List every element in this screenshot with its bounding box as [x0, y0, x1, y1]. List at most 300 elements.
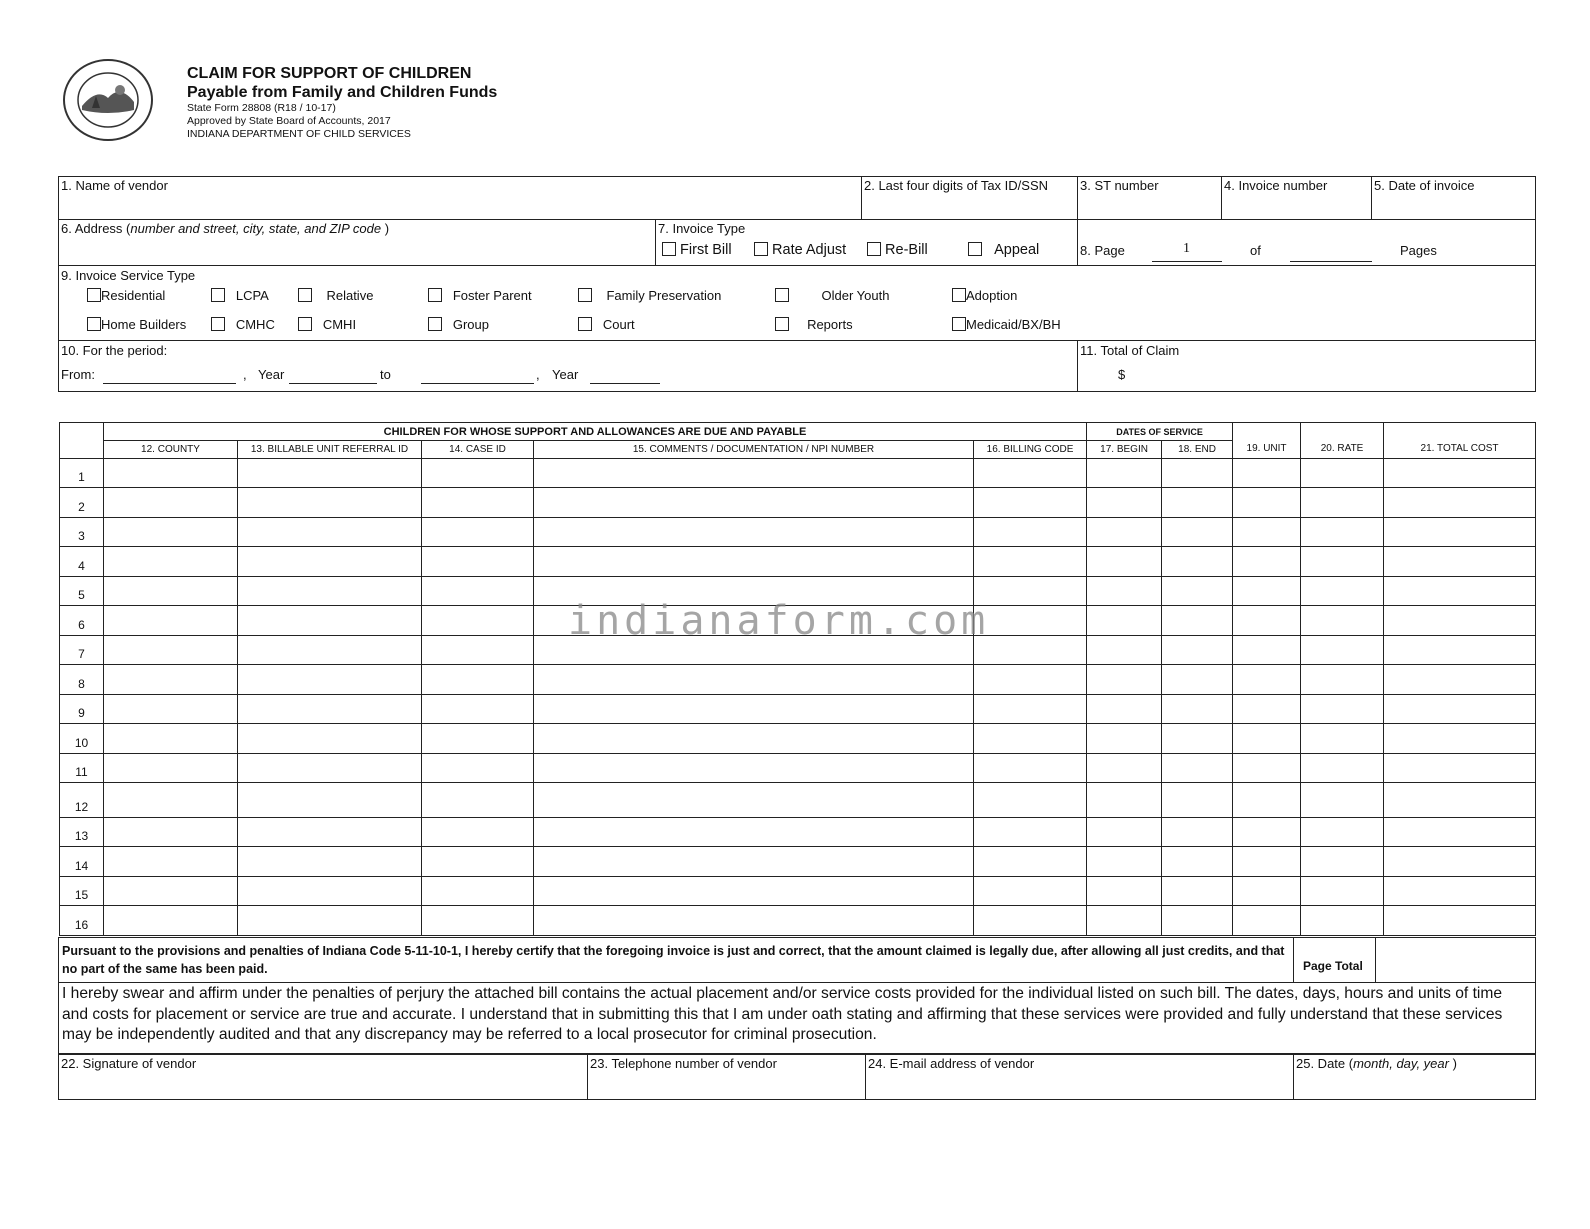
case-id-cell[interactable] [422, 606, 534, 636]
begin-date-cell[interactable] [1087, 906, 1162, 936]
billing-code-cell[interactable] [974, 724, 1087, 754]
referral-id-cell[interactable] [238, 488, 422, 518]
table-row [60, 695, 1536, 724]
case-id-cell[interactable] [422, 488, 534, 518]
unit-cell[interactable] [1233, 754, 1301, 783]
begin-date-cell[interactable] [1087, 636, 1162, 665]
case-id-cell[interactable] [422, 754, 534, 783]
end-date-cell[interactable] [1162, 754, 1233, 783]
service-type-label: 9. Invoice Service Type [61, 268, 196, 283]
row-number: 13 [60, 818, 104, 847]
total-claim-input[interactable]: $ [1118, 367, 1126, 382]
end-date-cell[interactable] [1162, 906, 1233, 936]
column-header-unit: 19. UNIT [1233, 423, 1301, 459]
comments-cell[interactable] [534, 459, 974, 488]
unit-cell[interactable] [1233, 695, 1301, 724]
form-department: INDIANA DEPARTMENT OF CHILD SERVICES [187, 128, 411, 140]
table-row [60, 665, 1536, 695]
referral-id-cell[interactable] [238, 459, 422, 488]
case-id-cell[interactable] [422, 459, 534, 488]
rebill-checkbox[interactable] [867, 242, 881, 256]
affirmation-text: I hereby swear and affirm under the penalties of perjury the attached bill contains the actual placement and/or service costs provided for the individual listed on such bill. The dates, days, hours and units of time and costs for placement or service are true and accurate. I understand that in submitting this that I am under oath stating and affirming that these services were provided and fully understand that these services may be independently audited and that any discrepancy may be referred to a local prosecutor for criminal prosecution. [62, 985, 1503, 1043]
rate-cell[interactable] [1301, 818, 1384, 847]
unit-cell[interactable] [1233, 488, 1301, 518]
case-id-cell[interactable] [422, 518, 534, 547]
group-label: Group [452, 317, 489, 332]
children-support-table [59, 422, 1536, 936]
referral-id-cell[interactable] [238, 847, 422, 877]
column-header-rate: 20. RATE [1301, 423, 1384, 459]
lcpa-label: LCPA [235, 288, 269, 303]
address-field[interactable] [61, 221, 389, 236]
column-header-case-id: 14. CASE ID [422, 441, 534, 459]
to-year-label: Year [552, 367, 579, 382]
home-builders-option[interactable] [87, 317, 186, 332]
total-cost-cell[interactable] [1384, 695, 1536, 724]
column-header-billing-code: 16. BILLING CODE [974, 441, 1087, 459]
table-row [60, 459, 1536, 488]
comments-cell[interactable] [534, 547, 974, 577]
address-hint: number and street, city, state, and ZIP code [130, 221, 382, 236]
referral-id-cell[interactable] [238, 906, 422, 936]
column-header-total-cost: 21. TOTAL COST [1384, 423, 1536, 459]
begin-date-cell[interactable] [1087, 877, 1162, 906]
referral-id-cell[interactable] [238, 724, 422, 754]
from-date-input[interactable] [103, 383, 236, 384]
pages-label: Pages [1400, 243, 1437, 258]
family-preservation-label: Family Preservation [606, 288, 722, 303]
county-cell[interactable] [104, 877, 238, 906]
comments-cell[interactable] [534, 695, 974, 724]
row-number: 16 [60, 906, 104, 936]
rate-cell[interactable] [1301, 665, 1384, 695]
first-bill-checkbox[interactable] [662, 242, 676, 256]
begin-date-cell[interactable] [1087, 754, 1162, 783]
st-number-field[interactable]: 3. ST number [1080, 178, 1159, 193]
referral-id-cell[interactable] [238, 547, 422, 577]
comments-cell[interactable] [534, 847, 974, 877]
comments-cell[interactable] [534, 518, 974, 547]
row-number: 5 [60, 577, 104, 606]
cmhc-option[interactable] [211, 317, 275, 332]
end-date-cell[interactable] [1162, 636, 1233, 665]
case-id-cell[interactable] [422, 818, 534, 847]
billing-code-cell[interactable] [974, 783, 1087, 818]
referral-id-cell[interactable] [238, 783, 422, 818]
unit-cell[interactable] [1233, 636, 1301, 665]
county-cell[interactable] [104, 518, 238, 547]
relative-option[interactable] [298, 288, 373, 303]
case-id-cell[interactable] [422, 547, 534, 577]
case-id-cell[interactable] [422, 636, 534, 665]
end-date-cell[interactable] [1162, 488, 1233, 518]
unit-cell[interactable] [1233, 906, 1301, 936]
billing-code-cell[interactable] [974, 695, 1087, 724]
column-header-county: 12. COUNTY [104, 441, 238, 459]
begin-date-cell[interactable] [1087, 577, 1162, 606]
rate-cell[interactable] [1301, 488, 1384, 518]
watermark: indianaform.com [568, 598, 990, 644]
form-approval: Approved by State Board of Accounts, 2017 [187, 115, 391, 127]
unit-cell[interactable] [1233, 459, 1301, 488]
medicaid-label: Medicaid/BX/BH [966, 317, 1061, 332]
signature-field[interactable]: 22. Signature of vendor [61, 1056, 197, 1071]
rate-cell[interactable] [1301, 577, 1384, 606]
relative-label: Relative [326, 288, 374, 303]
adoption-checkbox[interactable] [952, 288, 966, 302]
to-label: to [380, 367, 391, 382]
residential-option[interactable] [87, 288, 165, 303]
group-checkbox[interactable] [428, 317, 442, 331]
cmhc-label: CMHC [235, 317, 275, 332]
total-cost-cell[interactable] [1384, 518, 1536, 547]
rate-cell[interactable] [1301, 906, 1384, 936]
total-cost-cell[interactable] [1384, 459, 1536, 488]
billing-code-cell[interactable] [974, 847, 1087, 877]
row-number: 11 [60, 754, 104, 783]
appeal-label: Appeal [994, 242, 1040, 258]
from-year-label: Year [258, 367, 285, 382]
rate-cell[interactable] [1301, 636, 1384, 665]
foster-parent-label: Foster Parent [452, 288, 532, 303]
referral-id-cell[interactable] [238, 818, 422, 847]
total-cost-cell[interactable] [1384, 488, 1536, 518]
cmhi-option[interactable] [298, 317, 356, 332]
table-row [60, 754, 1536, 783]
appeal-option[interactable] [968, 242, 1039, 258]
row-number: 6 [60, 606, 104, 636]
rate-cell[interactable] [1301, 724, 1384, 754]
address-label: 6. Address ( [61, 221, 131, 236]
case-id-cell[interactable] [422, 695, 534, 724]
cmhi-checkbox[interactable] [298, 317, 312, 331]
total-cost-cell[interactable] [1384, 577, 1536, 606]
unit-cell[interactable] [1233, 847, 1301, 877]
group-option[interactable] [428, 317, 489, 332]
claim-header-box [58, 176, 1536, 392]
reports-label: Reports [807, 317, 853, 332]
rebill-label: Re-Bill [885, 242, 928, 258]
row-number: 4 [60, 547, 104, 577]
case-id-cell[interactable] [422, 877, 534, 906]
family-preservation-checkbox[interactable] [578, 288, 592, 302]
page-of-label: of [1250, 243, 1261, 258]
total-cost-cell[interactable] [1384, 818, 1536, 847]
lcpa-option[interactable] [211, 288, 269, 303]
county-cell[interactable] [104, 606, 238, 636]
state-seal-logo [62, 58, 154, 142]
telephone-field[interactable]: 23. Telephone number of vendor [590, 1056, 777, 1071]
referral-id-cell[interactable] [238, 665, 422, 695]
row-number: 1 [60, 459, 104, 488]
case-id-cell[interactable] [422, 577, 534, 606]
table-row [60, 518, 1536, 547]
unit-cell[interactable] [1233, 665, 1301, 695]
county-cell[interactable] [104, 665, 238, 695]
begin-date-cell[interactable] [1087, 818, 1162, 847]
county-cell[interactable] [104, 724, 238, 754]
end-date-cell[interactable] [1162, 818, 1233, 847]
date-label: 25. Date ( [1296, 1056, 1354, 1071]
table-row [60, 547, 1536, 577]
rate-cell[interactable] [1301, 783, 1384, 818]
referral-id-cell[interactable] [238, 754, 422, 783]
table-row [60, 818, 1536, 847]
foster-parent-checkbox[interactable] [428, 288, 442, 302]
case-id-cell[interactable] [422, 665, 534, 695]
county-cell[interactable] [104, 577, 238, 606]
tax-id-field[interactable]: 2. Last four digits of Tax ID/SSN [864, 178, 1049, 193]
unit-cell[interactable] [1233, 818, 1301, 847]
date-label-end: ) [1448, 1056, 1457, 1071]
court-checkbox[interactable] [578, 317, 592, 331]
cmhc-checkbox[interactable] [211, 317, 225, 331]
comments-cell[interactable] [534, 665, 974, 695]
rate-cell[interactable] [1301, 754, 1384, 783]
rate-adjust-label: Rate Adjust [772, 242, 847, 258]
county-cell[interactable] [104, 636, 238, 665]
total-cost-cell[interactable] [1384, 847, 1536, 877]
total-cost-cell[interactable] [1384, 906, 1536, 936]
billing-code-cell[interactable] [974, 636, 1087, 665]
first-bill-label: First Bill [680, 242, 732, 258]
reports-checkbox[interactable] [775, 317, 789, 331]
begin-date-cell[interactable] [1087, 488, 1162, 518]
date-hint: month, day, year [1353, 1056, 1449, 1071]
older-youth-label: Older Youth [821, 288, 890, 303]
email-field[interactable]: 24. E-mail address of vendor [868, 1056, 1035, 1071]
medicaid-checkbox[interactable] [952, 317, 966, 331]
end-date-cell[interactable] [1162, 518, 1233, 547]
unit-cell[interactable] [1233, 724, 1301, 754]
table-row [60, 488, 1536, 518]
table-caption: CHILDREN FOR WHOSE SUPPORT AND ALLOWANCES ARE DUE AND PAYABLE [104, 423, 1087, 441]
page-label: 8. Page [1080, 243, 1125, 258]
rate-cell[interactable] [1301, 606, 1384, 636]
from-year-input[interactable] [289, 383, 377, 384]
billing-code-cell[interactable] [974, 754, 1087, 783]
billing-code-cell[interactable] [974, 577, 1087, 606]
county-cell[interactable] [104, 695, 238, 724]
begin-date-cell[interactable] [1087, 847, 1162, 877]
comments-cell[interactable] [534, 783, 974, 818]
foster-parent-option[interactable] [428, 288, 532, 303]
referral-id-cell[interactable] [238, 877, 422, 906]
comments-cell[interactable] [534, 754, 974, 783]
residential-checkbox[interactable] [87, 288, 101, 302]
court-option[interactable] [578, 317, 635, 332]
county-cell[interactable] [104, 547, 238, 577]
case-id-cell[interactable] [422, 783, 534, 818]
vendor-name-field[interactable]: 1. Name of vendor [61, 178, 168, 193]
from-label: From: [61, 367, 95, 382]
form-subtitle: Payable from Family and Children Funds [187, 84, 498, 101]
referral-id-cell[interactable] [238, 606, 422, 636]
unit-cell[interactable] [1233, 547, 1301, 577]
row-number: 8 [60, 665, 104, 695]
column-header-referral-id: 13. BILLABLE UNIT REFERRAL ID [238, 441, 422, 459]
reports-option[interactable] [775, 317, 853, 332]
court-label: Court [602, 317, 635, 332]
page-total-label: Page Total [1303, 959, 1363, 973]
row-number-header [60, 423, 104, 459]
rate-cell[interactable] [1301, 547, 1384, 577]
row-number: 12 [60, 783, 104, 818]
rate-cell[interactable] [1301, 518, 1384, 547]
table-row [60, 783, 1536, 818]
county-cell[interactable] [104, 754, 238, 783]
county-cell[interactable] [104, 847, 238, 877]
column-header-begin: 17. BEGIN [1087, 441, 1162, 459]
relative-checkbox[interactable] [298, 288, 312, 302]
address-label-end: ) [381, 221, 390, 236]
home-builders-label: Home Builders [101, 317, 187, 332]
referral-id-cell[interactable] [238, 518, 422, 547]
referral-id-cell[interactable] [238, 695, 422, 724]
dates-of-service-caption: DATES OF SERVICE [1087, 423, 1233, 441]
row-number: 9 [60, 695, 104, 724]
county-cell[interactable] [104, 906, 238, 936]
family-preservation-option[interactable] [578, 288, 721, 303]
total-cost-cell[interactable] [1384, 547, 1536, 577]
form-number: State Form 28808 (R18 / 10-17) [187, 102, 336, 114]
table-row [60, 847, 1536, 877]
comments-cell[interactable] [534, 877, 974, 906]
period-label: 10. For the period: [61, 343, 168, 358]
end-date-cell[interactable] [1162, 577, 1233, 606]
invoice-number-field[interactable]: 4. Invoice number [1224, 178, 1328, 193]
adoption-option[interactable] [952, 288, 1017, 303]
rate-cell[interactable] [1301, 877, 1384, 906]
comments-cell[interactable] [534, 818, 974, 847]
billing-code-cell[interactable] [974, 547, 1087, 577]
row-number: 10 [60, 724, 104, 754]
page-number-value[interactable]: 1 [1183, 241, 1190, 256]
case-id-cell[interactable] [422, 847, 534, 877]
unit-cell[interactable] [1233, 606, 1301, 636]
comments-cell[interactable] [534, 724, 974, 754]
billing-code-cell[interactable] [974, 665, 1087, 695]
begin-date-cell[interactable] [1087, 459, 1162, 488]
end-date-cell[interactable] [1162, 877, 1233, 906]
unit-cell[interactable] [1233, 518, 1301, 547]
unit-cell[interactable] [1233, 577, 1301, 606]
unit-cell[interactable] [1233, 877, 1301, 906]
row-number: 14 [60, 847, 104, 877]
total-cost-cell[interactable] [1384, 754, 1536, 783]
begin-date-cell[interactable] [1087, 606, 1162, 636]
begin-date-cell[interactable] [1087, 547, 1162, 577]
residential-label: Residential [101, 288, 166, 303]
billing-code-cell[interactable] [974, 818, 1087, 847]
medicaid-option[interactable] [952, 317, 1061, 332]
begin-date-cell[interactable] [1087, 724, 1162, 754]
row-number: 7 [60, 636, 104, 665]
comma-separator-2: , [536, 367, 540, 382]
referral-id-cell[interactable] [238, 577, 422, 606]
rate-cell[interactable] [1301, 459, 1384, 488]
begin-date-cell[interactable] [1087, 518, 1162, 547]
end-date-cell[interactable] [1162, 606, 1233, 636]
end-date-cell[interactable] [1162, 695, 1233, 724]
begin-date-cell[interactable] [1087, 695, 1162, 724]
end-date-cell[interactable] [1162, 547, 1233, 577]
unit-cell[interactable] [1233, 783, 1301, 818]
cmhi-label: CMHI [322, 317, 357, 332]
rate-adjust-option[interactable] [754, 242, 846, 258]
billing-code-cell[interactable] [974, 518, 1087, 547]
begin-date-cell[interactable] [1087, 665, 1162, 695]
total-claim-label: 11. Total of Claim [1080, 343, 1180, 358]
total-cost-cell[interactable] [1384, 606, 1536, 636]
end-date-cell[interactable] [1162, 459, 1233, 488]
to-year-input[interactable] [590, 383, 660, 384]
lcpa-checkbox[interactable] [211, 288, 225, 302]
begin-date-cell[interactable] [1087, 783, 1162, 818]
case-id-cell[interactable] [422, 906, 534, 936]
end-date-cell[interactable] [1162, 665, 1233, 695]
rate-cell[interactable] [1301, 695, 1384, 724]
billing-code-cell[interactable] [974, 606, 1087, 636]
row-number: 3 [60, 518, 104, 547]
appeal-checkbox[interactable] [968, 242, 982, 256]
comments-cell[interactable] [534, 906, 974, 936]
comma-separator-1: , [243, 367, 247, 382]
date-field[interactable] [1296, 1056, 1457, 1071]
rate-cell[interactable] [1301, 847, 1384, 877]
end-date-cell[interactable] [1162, 783, 1233, 818]
older-youth-checkbox[interactable] [775, 288, 789, 302]
form-header [187, 64, 497, 141]
row-number: 2 [60, 488, 104, 518]
total-cost-cell[interactable] [1384, 877, 1536, 906]
older-youth-option[interactable] [775, 288, 889, 303]
referral-id-cell[interactable] [238, 636, 422, 665]
county-cell[interactable] [104, 783, 238, 818]
adoption-label: Adoption [966, 288, 1018, 303]
end-date-cell[interactable] [1162, 724, 1233, 754]
row-number: 15 [60, 877, 104, 906]
total-cost-cell[interactable] [1384, 665, 1536, 695]
column-header-comments: 15. COMMENTS / DOCUMENTATION / NPI NUMBER [534, 441, 974, 459]
end-date-cell[interactable] [1162, 847, 1233, 877]
billing-code-cell[interactable] [974, 459, 1087, 488]
total-cost-cell[interactable] [1384, 636, 1536, 665]
county-cell[interactable] [104, 488, 238, 518]
first-bill-option[interactable] [662, 242, 732, 258]
total-cost-cell[interactable] [1384, 783, 1536, 818]
billing-code-cell[interactable] [974, 488, 1087, 518]
column-header-end: 18. END [1162, 441, 1233, 459]
home-builders-checkbox[interactable] [87, 317, 101, 331]
county-cell[interactable] [104, 818, 238, 847]
county-cell[interactable] [104, 459, 238, 488]
billing-code-cell[interactable] [974, 906, 1087, 936]
rebill-option[interactable] [867, 242, 928, 258]
case-id-cell[interactable] [422, 724, 534, 754]
table-row [60, 906, 1536, 936]
to-date-input[interactable] [421, 383, 534, 384]
table-row [60, 877, 1536, 906]
invoice-date-field[interactable]: 5. Date of invoice [1374, 178, 1475, 193]
rate-adjust-checkbox[interactable] [754, 242, 768, 256]
comments-cell[interactable] [534, 488, 974, 518]
total-cost-cell[interactable] [1384, 724, 1536, 754]
billing-code-cell[interactable] [974, 877, 1087, 906]
certification-text: Pursuant to the provisions and penalties of Indiana Code 5-11-10-1, I hereby certify that the foregoing invoice is just and correct, that the amount claimed is legally due, after allowing all just credits, and that no part of the same has been paid. [62, 944, 1285, 976]
form-title: CLAIM FOR SUPPORT OF CHILDREN [187, 65, 472, 82]
table-row [60, 724, 1536, 754]
